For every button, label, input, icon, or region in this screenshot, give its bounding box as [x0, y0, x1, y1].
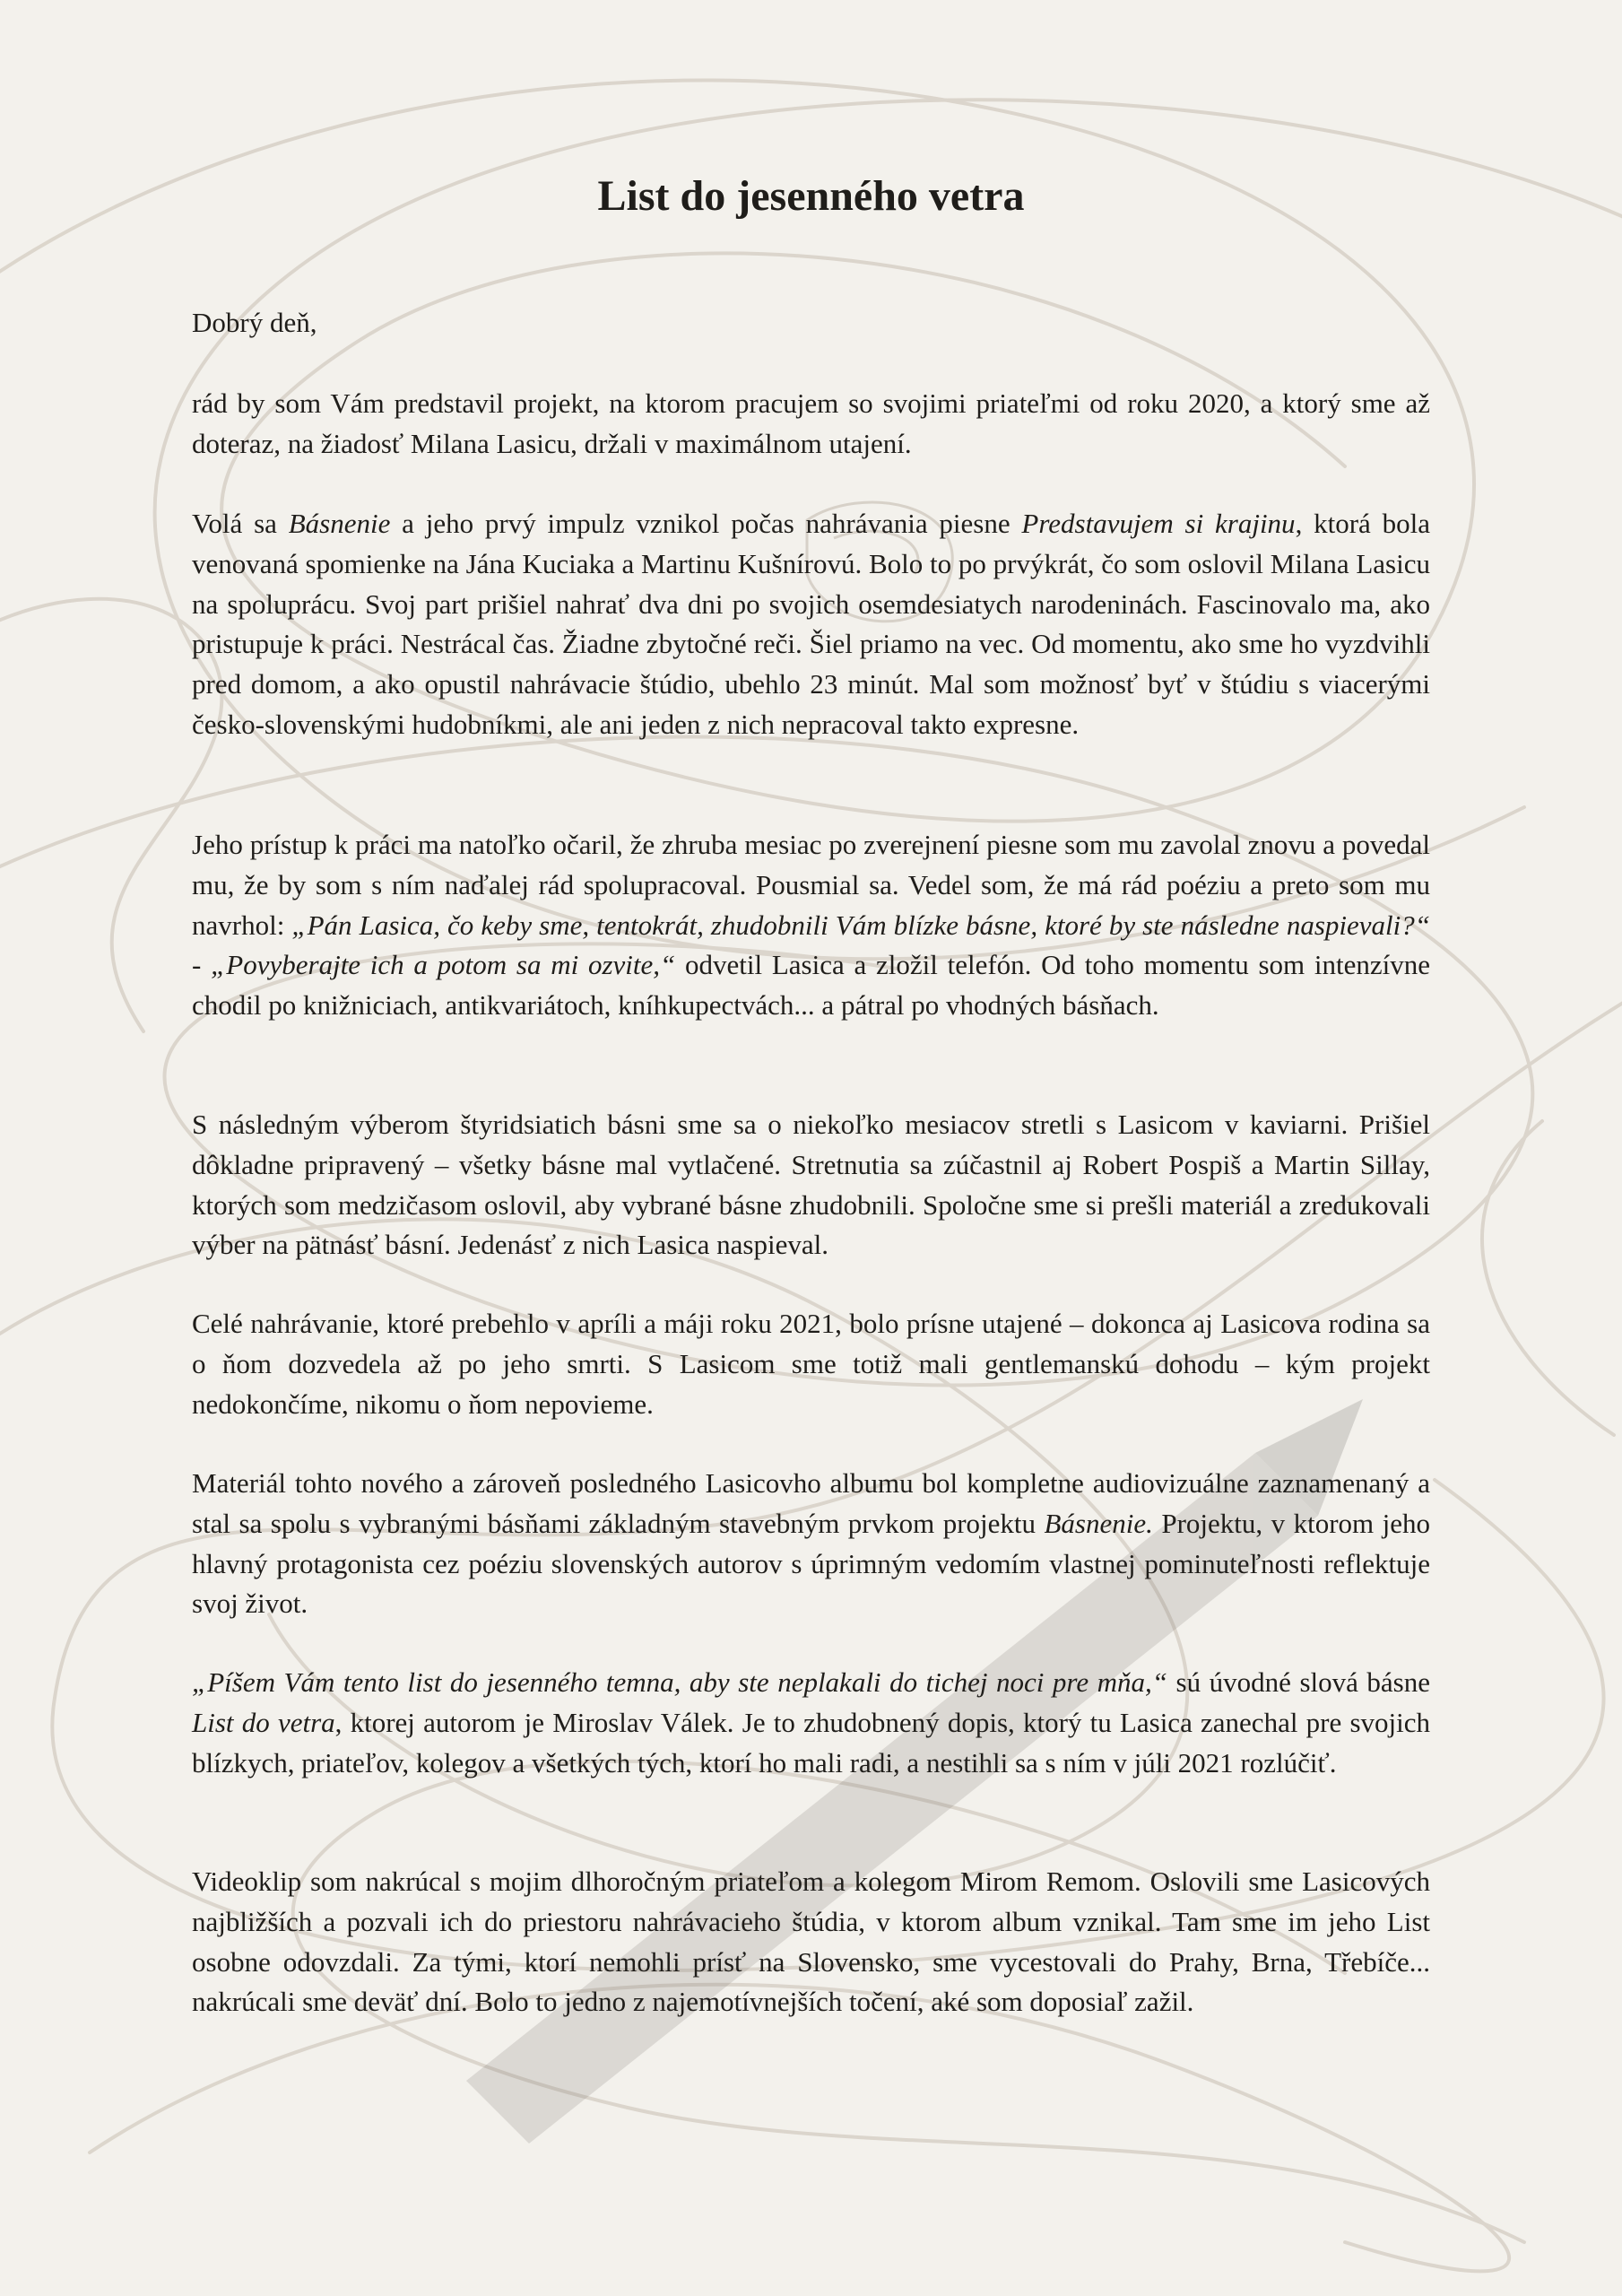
greeting: Dobrý deň,: [192, 307, 317, 338]
paragraph-3: [192, 825, 1430, 1026]
paragraph-7-poem-title: List do vetra: [192, 1706, 335, 1738]
paragraph-8: Videoklip som nakrúcal s mojim dlhoročným priateľom a kolegom Mirom Remom. Oslovili sme Lasicových najbližších a pozvali ich do priestoru nahrávacieho štúdia, v ktorom album vznikal. Tam sme im jeho List osobne odovzdali. Za tými, ktorí nemohli prísť na Slovensko, sme vycestovali do Prahy, Brna, Třebíče... nakrúcali sme deväť dní. Bolo to jedno z najemotívnejších točení, aké som doposiaľ zažil.: [192, 1866, 1430, 2018]
paragraph-4: S následným výberom štyridsiatich básni sme sa o niekoľko mesiacov stretli s Lasicom v kaviarni. Prišiel dôkladne pripravený – všetky básne mal vytlačené. Stretnutia sa zúčastnil aj Robert Pospiš a Martin Sillay, ktorých som medzičasom oslovil, aby vybrané básne zhudobnili. Spoločne sme si prešli materiál a zredukovali výber na pätnásť básní. Jedenásť z nich Lasica naspieval.: [192, 1109, 1430, 1261]
paragraph-2-text-c: a jeho prvý impulz vznikol počas nahrávania piesne: [390, 508, 1022, 539]
paragraph-2-title-basnenie: Básnenie: [288, 508, 391, 539]
paragraph-6-title-basnenie: Básnenie.: [1044, 1507, 1153, 1539]
paragraph-7-quote: „Píšem Vám tento list do jesenného temna, aby ste neplakali do tichej noci pre mňa,“: [192, 1666, 1168, 1698]
page-title: List do jesenného vetra: [597, 172, 1025, 220]
paragraph-3-text-c: odvetil Lasica a zložil telefón. Od toho momentu som intenzívne chodil po knižniciach, antikvariátoch, kníhkupectvách... a pátral po vhodných básňach.: [192, 949, 1431, 1022]
paragraph-6-text-c: Projektu, v ktorom jeho hlavný protagonista cez poéziu slovenských autorov s úprimným vedomím vlastnej pominuteľnosti reflektuje svoj život.: [192, 1507, 1430, 1620]
paragraph-3-quote: „Pán Lasica, čo keby sme, tentokrát, zhudobnili Vám blízke básne, ktoré by ste následne naspievali?“ - „Povyberajte ich a potom sa mi ozvite,“: [192, 909, 1430, 981]
paragraph-1: rád by som Vám predstavil projekt, na ktorom pracujem so svojimi priateľmi od roku 2020, a ktorý sme až doteraz, na žiadosť Milana Lasicu, držali v maximálnom utajení.: [192, 387, 1430, 459]
paragraph-6: [192, 1464, 1430, 1624]
paragraph-7: [192, 1663, 1430, 1783]
paragraph-2: [192, 504, 1430, 745]
paragraph-5: Celé nahrávanie, ktoré prebehlo v apríli a máji roku 2021, bolo prísne utajené – dokonca aj Lasicova rodina sa o ňom dozvedela až po jeho smrti. S Lasicom sme totiž mali gentlemanskú dohodu – kým projekt nedokončíme, nikomu o ňom nepovieme.: [192, 1308, 1430, 1420]
paragraph-7-text-b: sú úvodné slová básne: [1167, 1666, 1430, 1698]
paragraph-2-text-e: , ktorá bola venovaná spomienke na Jána Kuciaka a Martinu Kušnírovú. Bolo to po prvýkrát, čo som oslovil Milana Lasicu na spoluprácu. Svoj part prišiel nahrať dva dni po svojich osemdesiatych narodeninách. Fascinovalo ma, ako pristupuje k práci. Nestrácal čas. Žiadne zbytočné reči. Šiel priamo na vec. Od momentu, ako sme ho vyzdvihli pred domom, a ako opustil nahrávacie štúdio, ubehlo 23 minút. Mal som možnosť byť v štúdiu s viacerými česko-slovenskými hudobníkmi, ale ani jeden z nich nepracoval takto expresne.: [192, 508, 1430, 740]
paragraph-2-song-title: Predstavujem si krajinu: [1021, 508, 1296, 539]
paragraph-3-text-a: Jeho prístup k práci ma natoľko očaril, že zhruba mesiac po zverejnení piesne som mu zavolal znovu a povedal mu, že by som s ním naďalej rád spolupracoval. Pousmial sa. Vedel som, že má rád poéziu a preto som mu navrhol:: [192, 829, 1430, 941]
paragraph-7-text-d: , ktorej autorom je Miroslav Válek. Je to zhudobnený dopis, ktorý tu Lasica zanechal pre svojich blízkych, priateľov, kolegov a všetkých tých, ktorí ho mali radi, a nestihli sa s ním v júli 2021 rozlúčiť.: [192, 1706, 1430, 1779]
paragraph-6-text-a: Materiál tohto nového a zároveň posledného Lasicovho albumu bol kompletne audiovizuálne zaznamenaný a stal sa spolu s vybranými básňami základným stavebným prvkom projektu: [192, 1467, 1430, 1539]
paragraph-2-text-a: Volá sa: [192, 508, 289, 539]
